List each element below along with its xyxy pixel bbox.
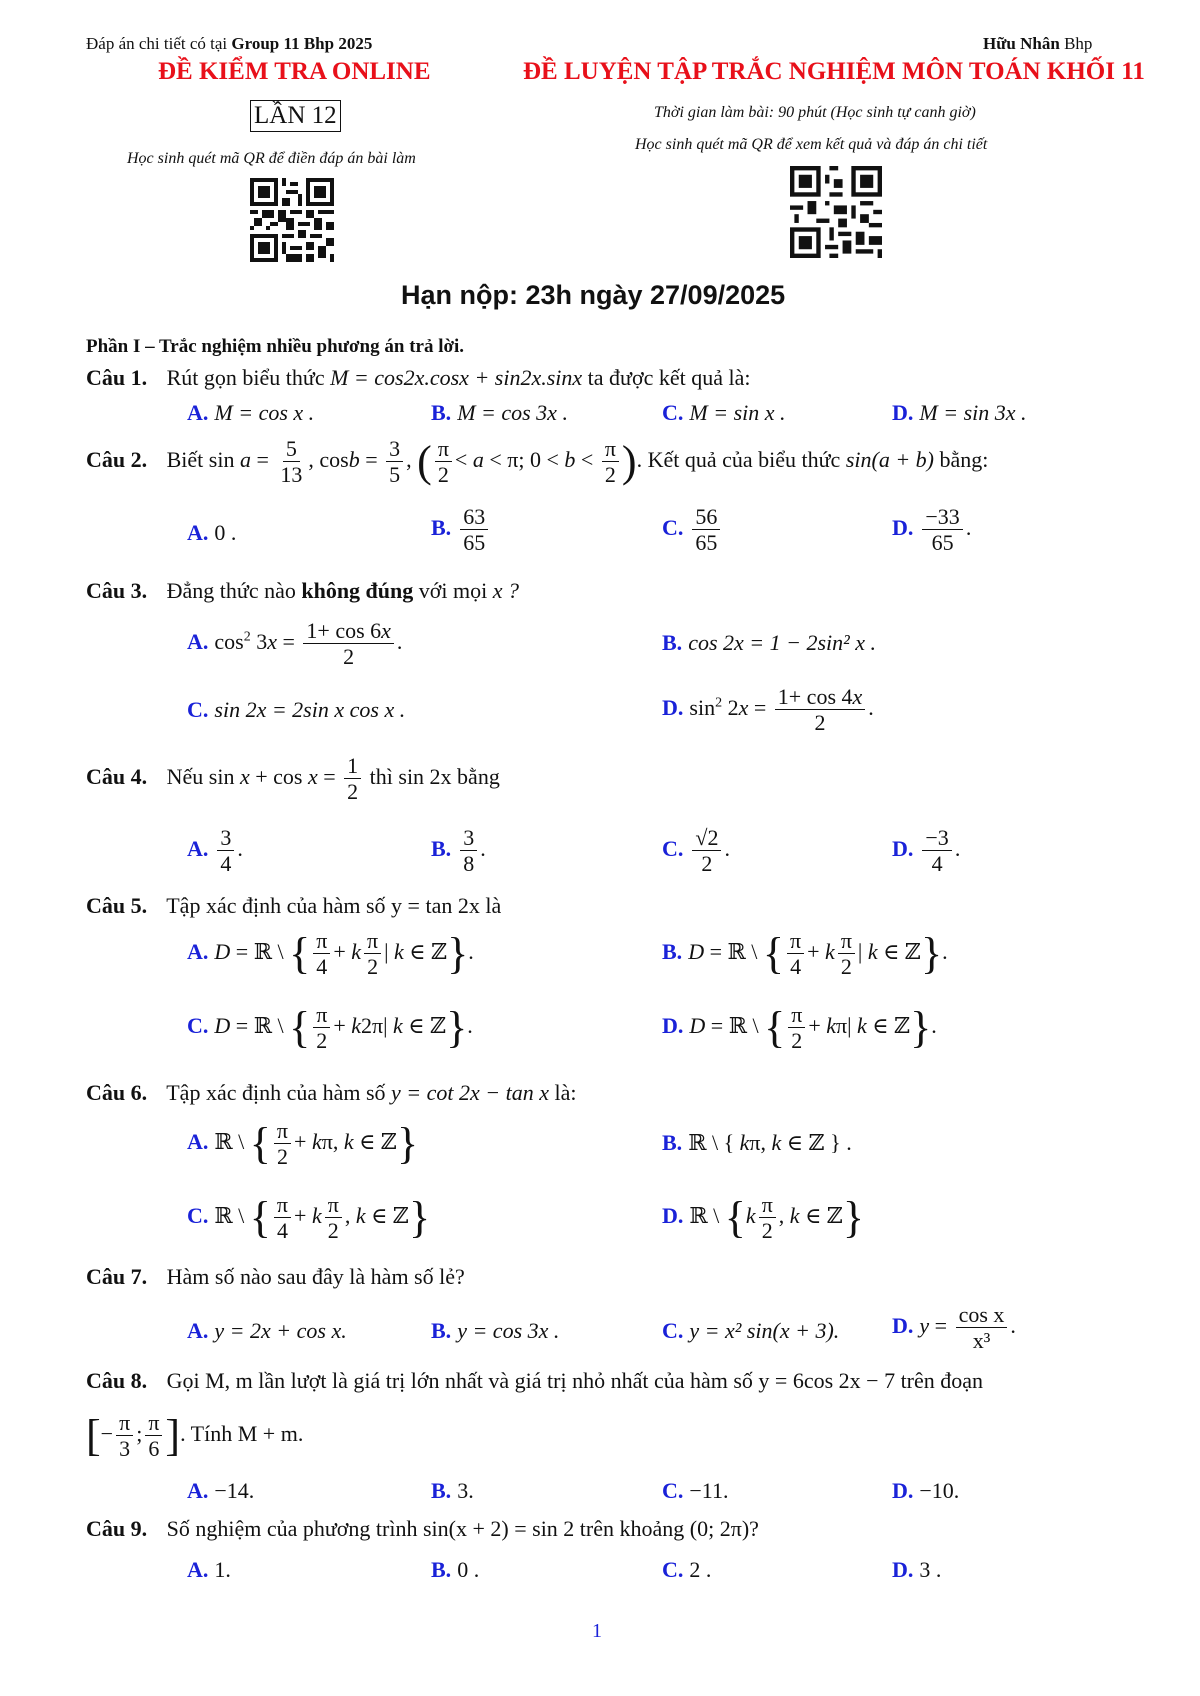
fraction-numerator: 56 (692, 504, 720, 530)
option-text: 0 . (214, 520, 237, 545)
option-text: cos 2x = 1 − 2sin² x . (688, 630, 877, 655)
question-text: Rút gọn biểu thức (166, 365, 325, 390)
q4-option-d[interactable]: D. $\frac{-3}{4}$ . (892, 825, 961, 877)
q3-option-b[interactable] (662, 630, 876, 656)
question-text-2: với mọi (418, 578, 488, 603)
question-tail: là: (554, 1080, 577, 1105)
q3-option-c[interactable] (187, 697, 405, 723)
q7-option-d[interactable]: D. y = $\frac{\text{cos x}}{\text{x³}}$ . (892, 1302, 1016, 1354)
q8-option-d[interactable] (892, 1478, 959, 1504)
q3-option-d[interactable]: D. $\sin^2 2x$ = $\frac{1+ \cos 4x}{2}$ . (662, 684, 874, 736)
q4-option-a[interactable]: A. $\frac{3}{4}$ . (187, 825, 243, 877)
q1-option-a[interactable] (187, 400, 314, 426)
fraction-numerator: 63 (460, 504, 488, 530)
option-text: M = cos 3x . (457, 400, 568, 425)
option-label: D. (892, 835, 914, 861)
question-var: x ? (492, 578, 520, 603)
qr-code-results[interactable] (790, 166, 882, 258)
group-note (86, 34, 372, 54)
option-label: D. (662, 1202, 684, 1228)
question-number: Câu 5. (86, 893, 148, 918)
option-label: A. (187, 1478, 209, 1503)
question-1 (86, 365, 751, 391)
fraction-denominator: 2 (701, 851, 713, 877)
option-label: A. (187, 400, 209, 425)
option-label: A. (187, 1128, 209, 1154)
question-3 (86, 578, 519, 604)
option-label: A. (187, 520, 209, 545)
left-title: ĐỀ KIỂM TRA ONLINE (158, 58, 431, 85)
fraction-denominator: 65 (931, 530, 954, 556)
author (983, 34, 1092, 54)
q7-option-c[interactable] (662, 1318, 839, 1344)
question-9 (86, 1516, 759, 1542)
option-text: 1. (214, 1557, 231, 1582)
fraction-denominator: 8 (463, 851, 475, 877)
option-text: 3 . (919, 1557, 942, 1582)
option-label: B. (431, 1318, 452, 1343)
author-suffix: Bhp (1059, 34, 1093, 53)
option-label: D. (892, 1557, 914, 1582)
question-number: Câu 4. (86, 763, 148, 789)
option-label: A. (187, 835, 209, 861)
q2-option-c[interactable] (662, 504, 723, 556)
option-label: B. (662, 1130, 683, 1155)
option-label: D. (892, 1312, 914, 1338)
q6-option-b[interactable]: B. ℝ \ { kπ, k ∈ ℤ } . (662, 1130, 852, 1155)
q8-option-b[interactable] (431, 1478, 474, 1504)
question-number: Câu 3. (86, 578, 148, 603)
q6-option-d[interactable]: D. ℝ \ {k $\frac{\pi}{2}$ , k ∈ ℤ} (662, 1192, 865, 1244)
option-label: A. (187, 628, 209, 654)
q2-option-a[interactable] (187, 520, 236, 546)
question-text: Tập xác định của hàm số y = tan 2x là (166, 893, 502, 918)
option-label: A. (187, 938, 209, 964)
question-text: Biết (166, 446, 204, 472)
question-math: sin a = $\frac{5}{13}$ , cosb = $\frac{3}{5}$ , ( $\frac{\pi}{2}$ < a < π; 0 < b < $\frac{\pi}{2}$ ) (208, 436, 637, 488)
q9-option-b[interactable] (431, 1557, 479, 1583)
option-label: B. (431, 1557, 452, 1582)
q9-option-a[interactable] (187, 1557, 231, 1583)
option-label: D. (662, 1012, 684, 1038)
question-tail: . Kết quả của biểu thức (636, 446, 841, 472)
question-text: Đẳng thức nào (166, 578, 296, 603)
fraction-denominator: 4 (220, 851, 232, 877)
page-number: 1 (592, 1620, 602, 1642)
option-label: A. (187, 1557, 209, 1582)
part-title: Phần I – Trắc nghiệm nhiều phương án trả lời. (86, 336, 465, 357)
option-label: D. (892, 514, 914, 540)
option-label: C. (662, 1318, 684, 1343)
q2-option-d[interactable]: D. $\frac{-33}{65}$ . (892, 504, 972, 556)
option-label: D. (662, 694, 684, 720)
fraction-numerator: cos x (956, 1302, 1008, 1328)
question-number: Câu 6. (86, 1080, 148, 1105)
question-text: Tập xác định của hàm số (166, 1080, 386, 1105)
q8-option-c[interactable] (662, 1478, 728, 1504)
question-math: sin x + cos x = $\frac{1}{2}$ (209, 764, 364, 789)
q4-option-b[interactable]: B. $\frac{3}{8}$ . (431, 825, 486, 877)
fraction-denominator: 65 (463, 530, 486, 556)
question-number: Câu 2. (86, 446, 148, 472)
q5-option-b[interactable]: B. D = ℝ \ { $\frac{\pi}{4}$ + k $\frac{\pi}{2}$ | k ∈ ℤ}. (662, 928, 948, 980)
question-math: M = cos2x.cosx + sin2x.sinx (330, 365, 583, 390)
question-8-interval: [− $\frac{\pi}{3}$ ; $\frac{\pi}{6}$ ]. Tính M + m. (86, 1410, 304, 1462)
qr-code-answer-sheet[interactable] (250, 178, 334, 262)
q1-option-b[interactable] (431, 400, 568, 426)
option-label: B. (431, 835, 452, 861)
question-emphasis: không đúng (301, 578, 414, 603)
q1-option-c[interactable] (662, 400, 786, 426)
q8-option-a[interactable] (187, 1478, 254, 1504)
option-text: y = 2x + cos x. (214, 1318, 347, 1343)
q5-option-a[interactable]: A. D = ℝ \ { $\frac{\pi}{4}$ + k $\frac{\pi}{2}$ | k ∈ ℤ}. (187, 928, 474, 980)
q5-option-c[interactable]: C. D = ℝ \ { $\frac{\pi}{2}$ + k2π| k ∈ ℤ}. (187, 1002, 473, 1054)
option-text: 2 . (689, 1557, 712, 1582)
deadline: Hạn nộp: 23h ngày 27/09/2025 (401, 280, 786, 310)
question-number: Câu 1. (86, 365, 148, 390)
option-text: y = x² sin(x + 3). (689, 1318, 840, 1343)
option-label: B. (431, 400, 452, 425)
fraction-numerator: √2 (692, 825, 721, 851)
option-label: C. (662, 400, 684, 425)
option-text: −11. (689, 1478, 729, 1503)
option-label: B. (431, 1478, 452, 1503)
question-text: Nếu (166, 763, 204, 789)
q7-option-b[interactable] (431, 1318, 559, 1344)
option-label: C. (187, 1012, 209, 1038)
option-text: M = sin 3x . (919, 400, 1027, 425)
question-text: Số nghiệm của phương trình sin(x + 2) = sin 2 trên khoảng (0; 2π)? (166, 1516, 759, 1541)
option-text: y = cos 3x . (457, 1318, 560, 1343)
fraction-numerator: −3 (922, 825, 951, 851)
option-text: 3. (457, 1478, 474, 1503)
q5-option-d[interactable]: D. D = ℝ \ { $\frac{\pi}{2}$ + kπ| k ∈ ℤ}. (662, 1002, 937, 1054)
option-label: C. (662, 514, 684, 540)
fraction-numerator: 3 (460, 825, 477, 851)
q9-option-c[interactable] (662, 1557, 711, 1583)
question-number: Câu 8. (86, 1368, 148, 1393)
fraction-denominator: 4 (931, 851, 943, 877)
option-text: −10. (919, 1478, 960, 1503)
option-label: D. (892, 400, 914, 425)
question-6 (86, 1080, 577, 1106)
option-label: C. (662, 1557, 684, 1582)
q3-option-a[interactable]: A. $\cos^2 3x$ = $\frac{1+ \cos 6x}{2}$ . (187, 618, 403, 670)
q6-option-c[interactable]: C. ℝ \ { $\frac{\pi}{4}$ + k $\frac{\pi}{2}$ , k ∈ ℤ} (187, 1192, 431, 1244)
fraction-numerator: 3 (217, 825, 234, 851)
q9-option-d[interactable] (892, 1557, 941, 1583)
question-tail: ta được kết quả là: (587, 365, 751, 390)
option-label: A. (187, 1318, 209, 1343)
option-text: sin 2x = 2sin x cos x . (214, 697, 406, 722)
option-label: C. (662, 835, 684, 861)
option-label: B. (431, 514, 452, 540)
question-number: Câu 7. (86, 1264, 148, 1289)
option-text: 0 . (457, 1557, 480, 1582)
question-tail-2: bằng: (939, 446, 989, 472)
q7-option-a[interactable] (187, 1318, 347, 1344)
question-tail: thì sin 2x bằng (369, 763, 500, 789)
question-text: Hàm số nào sau đây là hàm số lẻ? (166, 1264, 465, 1289)
option-text: −14. (214, 1478, 255, 1503)
question-math: y = cot 2x − tan x (391, 1080, 550, 1105)
fraction-denominator: x³ (972, 1328, 991, 1354)
time-note: Thời gian làm bài: 90 phút (Học sinh tự canh giờ) (654, 104, 976, 121)
option-label: B. (662, 938, 683, 964)
question-number: Câu 9. (86, 1516, 148, 1541)
q2-option-b[interactable] (431, 504, 491, 556)
question-2 (86, 436, 988, 488)
option-label: C. (662, 1478, 684, 1503)
left-qr-note: Học sinh quét mã QR để điền đáp án bài làm (127, 150, 416, 167)
question-8 (86, 1368, 983, 1394)
q6-option-a[interactable]: A. ℝ \ { $\frac{\pi}{2}$ + kπ, k ∈ ℤ} (187, 1118, 419, 1170)
author-name: Hữu Nhân (983, 34, 1060, 53)
q4-option-c[interactable]: C. $\frac{√2}{2}$ . (662, 825, 730, 877)
option-text: M = cos x . (214, 400, 315, 425)
option-label: C. (187, 1202, 209, 1228)
question-5 (86, 893, 501, 919)
question-text: Gọi M, m lần lượt là giá trị lớn nhất và giá trị nhỏ nhất của hàm số y = 6cos 2x − 7 trên đoạn (166, 1368, 984, 1393)
question-4 (86, 753, 500, 805)
group-note-link[interactable]: Group 11 Bhp 2025 (231, 34, 373, 53)
right-qr-note: Học sinh quét mã QR để xem kết quả và đáp án chi tiết (635, 136, 988, 153)
question-expr: sin(a + b) (845, 446, 934, 472)
group-note-prefix: Đáp án chi tiết có tại (86, 34, 232, 53)
right-title: ĐỀ LUYỆN TẬP TRẮC NGHIỆM MÔN TOÁN KHỐI 11 (523, 58, 1145, 85)
fraction-numerator: −33 (922, 504, 962, 530)
question-7 (86, 1264, 465, 1290)
q1-option-d[interactable] (892, 400, 1027, 426)
fraction-denominator: 65 (695, 530, 718, 556)
option-label: B. (662, 630, 683, 655)
question-tail: . Tính M + m. (180, 1420, 304, 1446)
option-label: D. (892, 1478, 914, 1503)
option-text: M = sin x . (689, 400, 786, 425)
option-label: C. (187, 697, 209, 722)
lan-box: LẦN 12 (250, 100, 341, 132)
